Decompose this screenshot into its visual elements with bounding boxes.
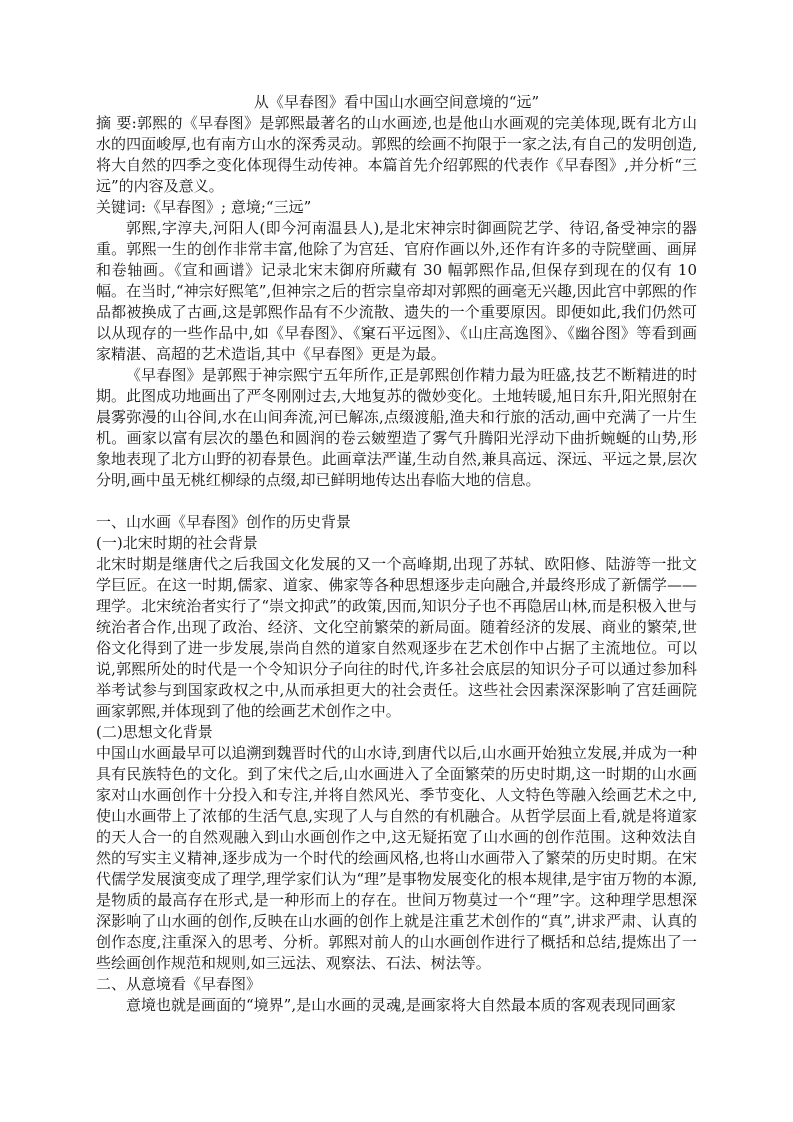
section-heading-2: 二、从意境看《早春图》 bbox=[96, 975, 262, 993]
paragraph-zaochuntu-intro: 《早春图》是郭熙于神宗熙宁五年所作,正是郭熙创作精力最为旺盛,技艺不断精进的时期。此图成功地画出了严冬刚刚过去,大地复苏的微妙变化。土地转暖,旭日东升,阳光照射在晨雾弥漫的山谷间,水在山间奔流,河已解冻,点缀渡船,渔夫和行旅的活动,画中充满了一片生机。画家以富有层次的墨色和圆润的卷云皴塑造了雾气升腾阳光浮动下曲折蜿蜒的山势,形象地表现了北方山野的初春景色。此画章法严谨,生动自然,兼具高远、深远、平远之景,层次分明,画中虽无桃红柳绿的点缀,却已鲜明地传达出春临大地的信息。 bbox=[96, 366, 697, 489]
paragraph-social-background: 北宋时期是继唐代之后我国文化发展的又一个高峰期,出现了苏轼、欧阳修、陆游等一批文学巨匠。在这一时期,儒家、道家、佛家等各种思想逐步走向融合,并最终形成了新儒学——理学。北宋统治者实行了“崇文抑武”的政策,因而,知识分子也不再隐居山林,而是积极入世与统治者合作,出现了政治、经济、文化空前繁荣的新局面。随着经济的发展、商业的繁荣,世俗文化得到了进一步发展,崇尚自然的道家自然观逐步在艺术创作中占据了主流地位。可以说,郭熙所处的时代是一个令知识分子向往的时代,许多社会底层的知识分子可以通过参加科举考试参与到国家政权之中,从而承担更大的社会责任。这些社会因素深深影响了宫廷画院画家郭熙,并体现到了他的绘画艺术创作之中。 bbox=[96, 555, 697, 720]
subsection-heading-1-1: (一)北宋时期的社会背景 bbox=[96, 534, 258, 552]
paragraph-guoxi-bio: 郭熙,字淳夫,河阳人(即今河南温县人),是北宋神宗时御画院艺学、待诏,备受神宗的器重。郭熙一生的创作非常丰富,他除了为宫廷、官府作画以外,还作有许多的寺院壁画、画屏和卷轴画。《宣和画谱》记录北宋末御府所藏有 30 幅郭熙作品,但保存到现在的仅有 10 幅。在当时,“神宗好熙笔”,但神宗之后的哲宗皇帝却对郭熙的画毫无兴趣,因此宫中郭熙的作品都被换成了古画,这是郭熙作品有不少流散、遗失的一个重要原因。即便如此,我们仍然可以从现存的一些作品中,如《早春图》、《窠石平远图》、《山庄高逸图》、《幽谷图》等看到画家精湛、高超的艺术造诣,其中《早春图》更是为最。 bbox=[96, 219, 697, 363]
section-heading-1: 一、山水画《早春图》创作的历史背景 bbox=[96, 513, 352, 531]
document-content bbox=[96, 92, 697, 1016]
paragraph-culture-background: 中国山水画最早可以追溯到魏晋时代的山水诗,到唐代以后,山水画开始独立发展,并成为一种具有民族特色的文化。到了宋代之后,山水画进入了全面繁荣的历史时期,这一时期的山水画家对山水画创作十分投入和专注,并将自然风光、季节变化、人文特色等融入绘画艺术之中,使山水画带上了浓郁的生活气息,实现了人与自然的有机融合。从哲学层面上看,就是将道家的天人合一的自然观融入到山水画创作之中,这无疑拓宽了山水画的创作范围。这种效法自然的写实主义精神,逐步成为一个时代的绘画风格,也将山水画带入了繁荣的历史时期。在宋代儒学发展演变成了理学,理学家们认为“理”是事物发展变化的根本规律,是宇宙万物的本源,是物质的最高存在形式,是一种形而上的存在。世间万物莫过一个“理”字。这种理学思想深深影响了山水画的创作,反映在山水画的创作上就是注重艺术创作的“真”,讲求严肃、认真的创作态度,注重深入的思考、分析。郭熙对前人的山水画创作进行了概括和总结,提炼出了一些绘画创作规范和规则,如三远法、观察法、石法、树法等。 bbox=[96, 744, 697, 972]
paper-title: 从《早春图》看中国山水画空间意境的“远” bbox=[253, 93, 540, 111]
keywords-line: 关键词:《早春图》; 意境;“三远” bbox=[96, 198, 312, 216]
abstract-paragraph: 摘 要:郭熙的《早春图》是郭熙最著名的山水画迹,也是他山水画观的完美体现,既有北方山水的四面峻厚,也有南方山水的深秀灵动。郭熙的绘画不拘限于一家之法,有自己的发明创造,将大自然的四季之变化体现得生动传神。本篇首先介绍郭熙的代表作《早春图》,并分析“三远”的内容及意义。 bbox=[96, 114, 697, 195]
subsection-heading-1-2: (二)思想文化背景 bbox=[96, 723, 213, 741]
paragraph-yijing-intro: 意境也就是画面的“境界”,是山水画的灵魂,是画家将大自然最本质的客观表现同画家 bbox=[126, 996, 676, 1014]
